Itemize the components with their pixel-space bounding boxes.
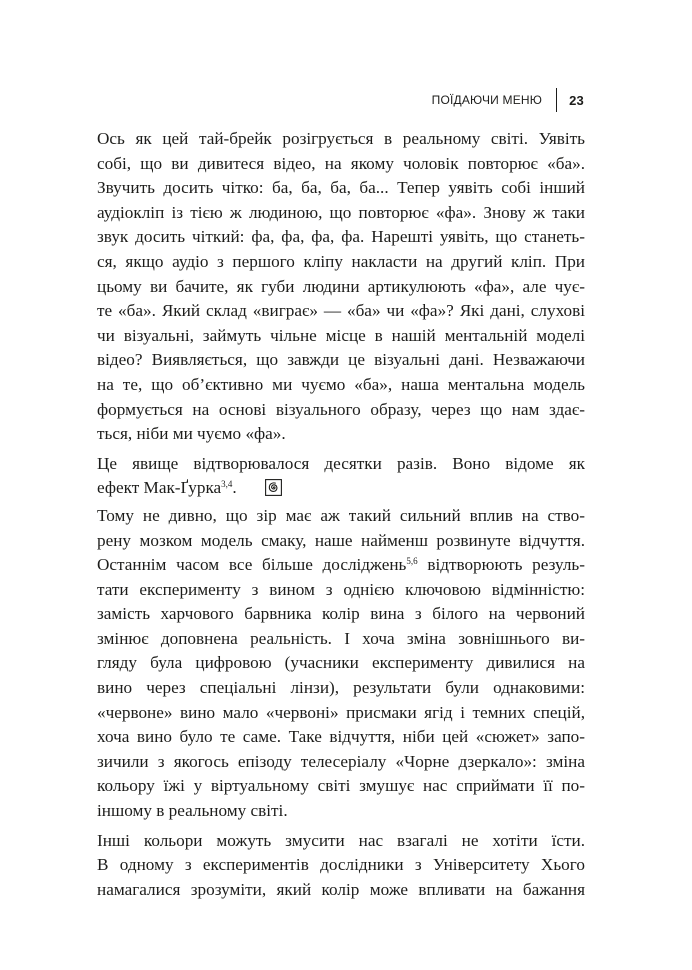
paragraph-4 [75,829,585,903]
text-line: Ось як цей тай-брейк розігрується в реальному світі. Уявіть [97,129,585,148]
text-line: ся, якщо аудіо з першого кліпу накласти на другий кліп. При [97,251,585,271]
text-line: звук досить чіткий: фа, фа, фа, фа. Нарешті уявіть, що станеть- [97,227,585,247]
line-end: . [232,478,237,498]
running-head [432,88,584,112]
paragraph-2 [75,452,585,504]
text-line: тати експерименту з вином з однією ключовою відмінністю: [97,579,585,599]
text-line: Інші кольори можуть змусити нас взагалі не хотіти їсти. [97,830,585,850]
text-line: зичили з якогось епізоду телесеріалу «Чорне дзеркало»: зміна [97,751,585,771]
text-line: «червоне» вино мало «червоні» присмаки ягід і темних спецій, [97,702,585,722]
text-line: на те, що об’єктивно ми чуємо «ба», наша ментальна модель [97,374,585,394]
footnote-ref: 3,4 [221,479,233,490]
text-line: змінює доповнена реальність. І хоча зміна зовнішнього ви- [97,628,585,648]
section-title: ПОЇДАЮЧИ МЕНЮ [431,93,543,107]
spiral-note-icon [243,479,282,504]
text-line: Тому не дивно, що зір має аж такий сильний вплив на ство- [97,505,585,525]
paragraph-1 [75,127,585,447]
text-line: чи візуальні, займуть чільне місце в нашій ментальній моделі [97,325,585,345]
footnote-ref: 5,6 [406,556,418,567]
text-line: кольору їжі у віртуальному світі змушує нас сприймати її по- [97,776,585,796]
text-line: собі, що ви дивитеся відео, на якому чоловік повторює «ба». [97,153,585,173]
text-line: Звучить досить чітко: ба, ба, ба, ба... Тепер уявіть собі інший [97,178,585,198]
text-line: рену мозком модель смаку, наше найменш розвинуте відчуття. [97,530,585,550]
text-line: вино через спеціальні лінзи), результати були однаковими: [97,678,585,698]
body-text [75,127,585,902]
text-line: гляду була цифровою (учасники експерименту дивилися на [97,653,585,673]
text-line [75,476,585,504]
text-line: формується на основі візуального образу, через що нам здає- [97,399,585,419]
text-line: цьому ви бачите, як губи людини артикулюють «фа», але чує- [97,276,585,296]
page-number: 23 [569,92,584,108]
line-end: відтворюють резуль- [417,555,585,575]
text-line: В одному з експериментів дослідники з Університету Хього [97,855,585,875]
text-line: хоча вино було те саме. Таке відчуття, ніби цей «сюжет» запо- [97,727,585,747]
text-line: аудіокліп із тією ж людиною, що повторює «фа». Знову ж таки [97,202,585,222]
effect-name: ефект Мак-Ґурка [97,478,222,498]
paragraph-3 [75,504,585,824]
text-line: іншому в реальному світі. [97,801,288,821]
text-line: намагалися зрозуміти, який колір може впливати на бажання [97,879,585,899]
text-line: те «ба». Який склад «виграє» — «ба» чи «фа»? Які дані, слухові [97,301,585,321]
text-line: ться, ніби ми чуємо «фа». [97,424,286,444]
text-line [75,553,585,578]
text-line: замість харчового барвника колір вина з білого на червоний [97,604,585,624]
text-line: відео? Виявляється, що завжди це візуальні дані. Незважаючи [97,350,585,370]
line-start: Останнім часом все більше досліджень [97,555,407,575]
header-divider [556,88,557,112]
text-line: Це явище відтворювалося десятки разів. Воно відоме як [97,453,585,473]
